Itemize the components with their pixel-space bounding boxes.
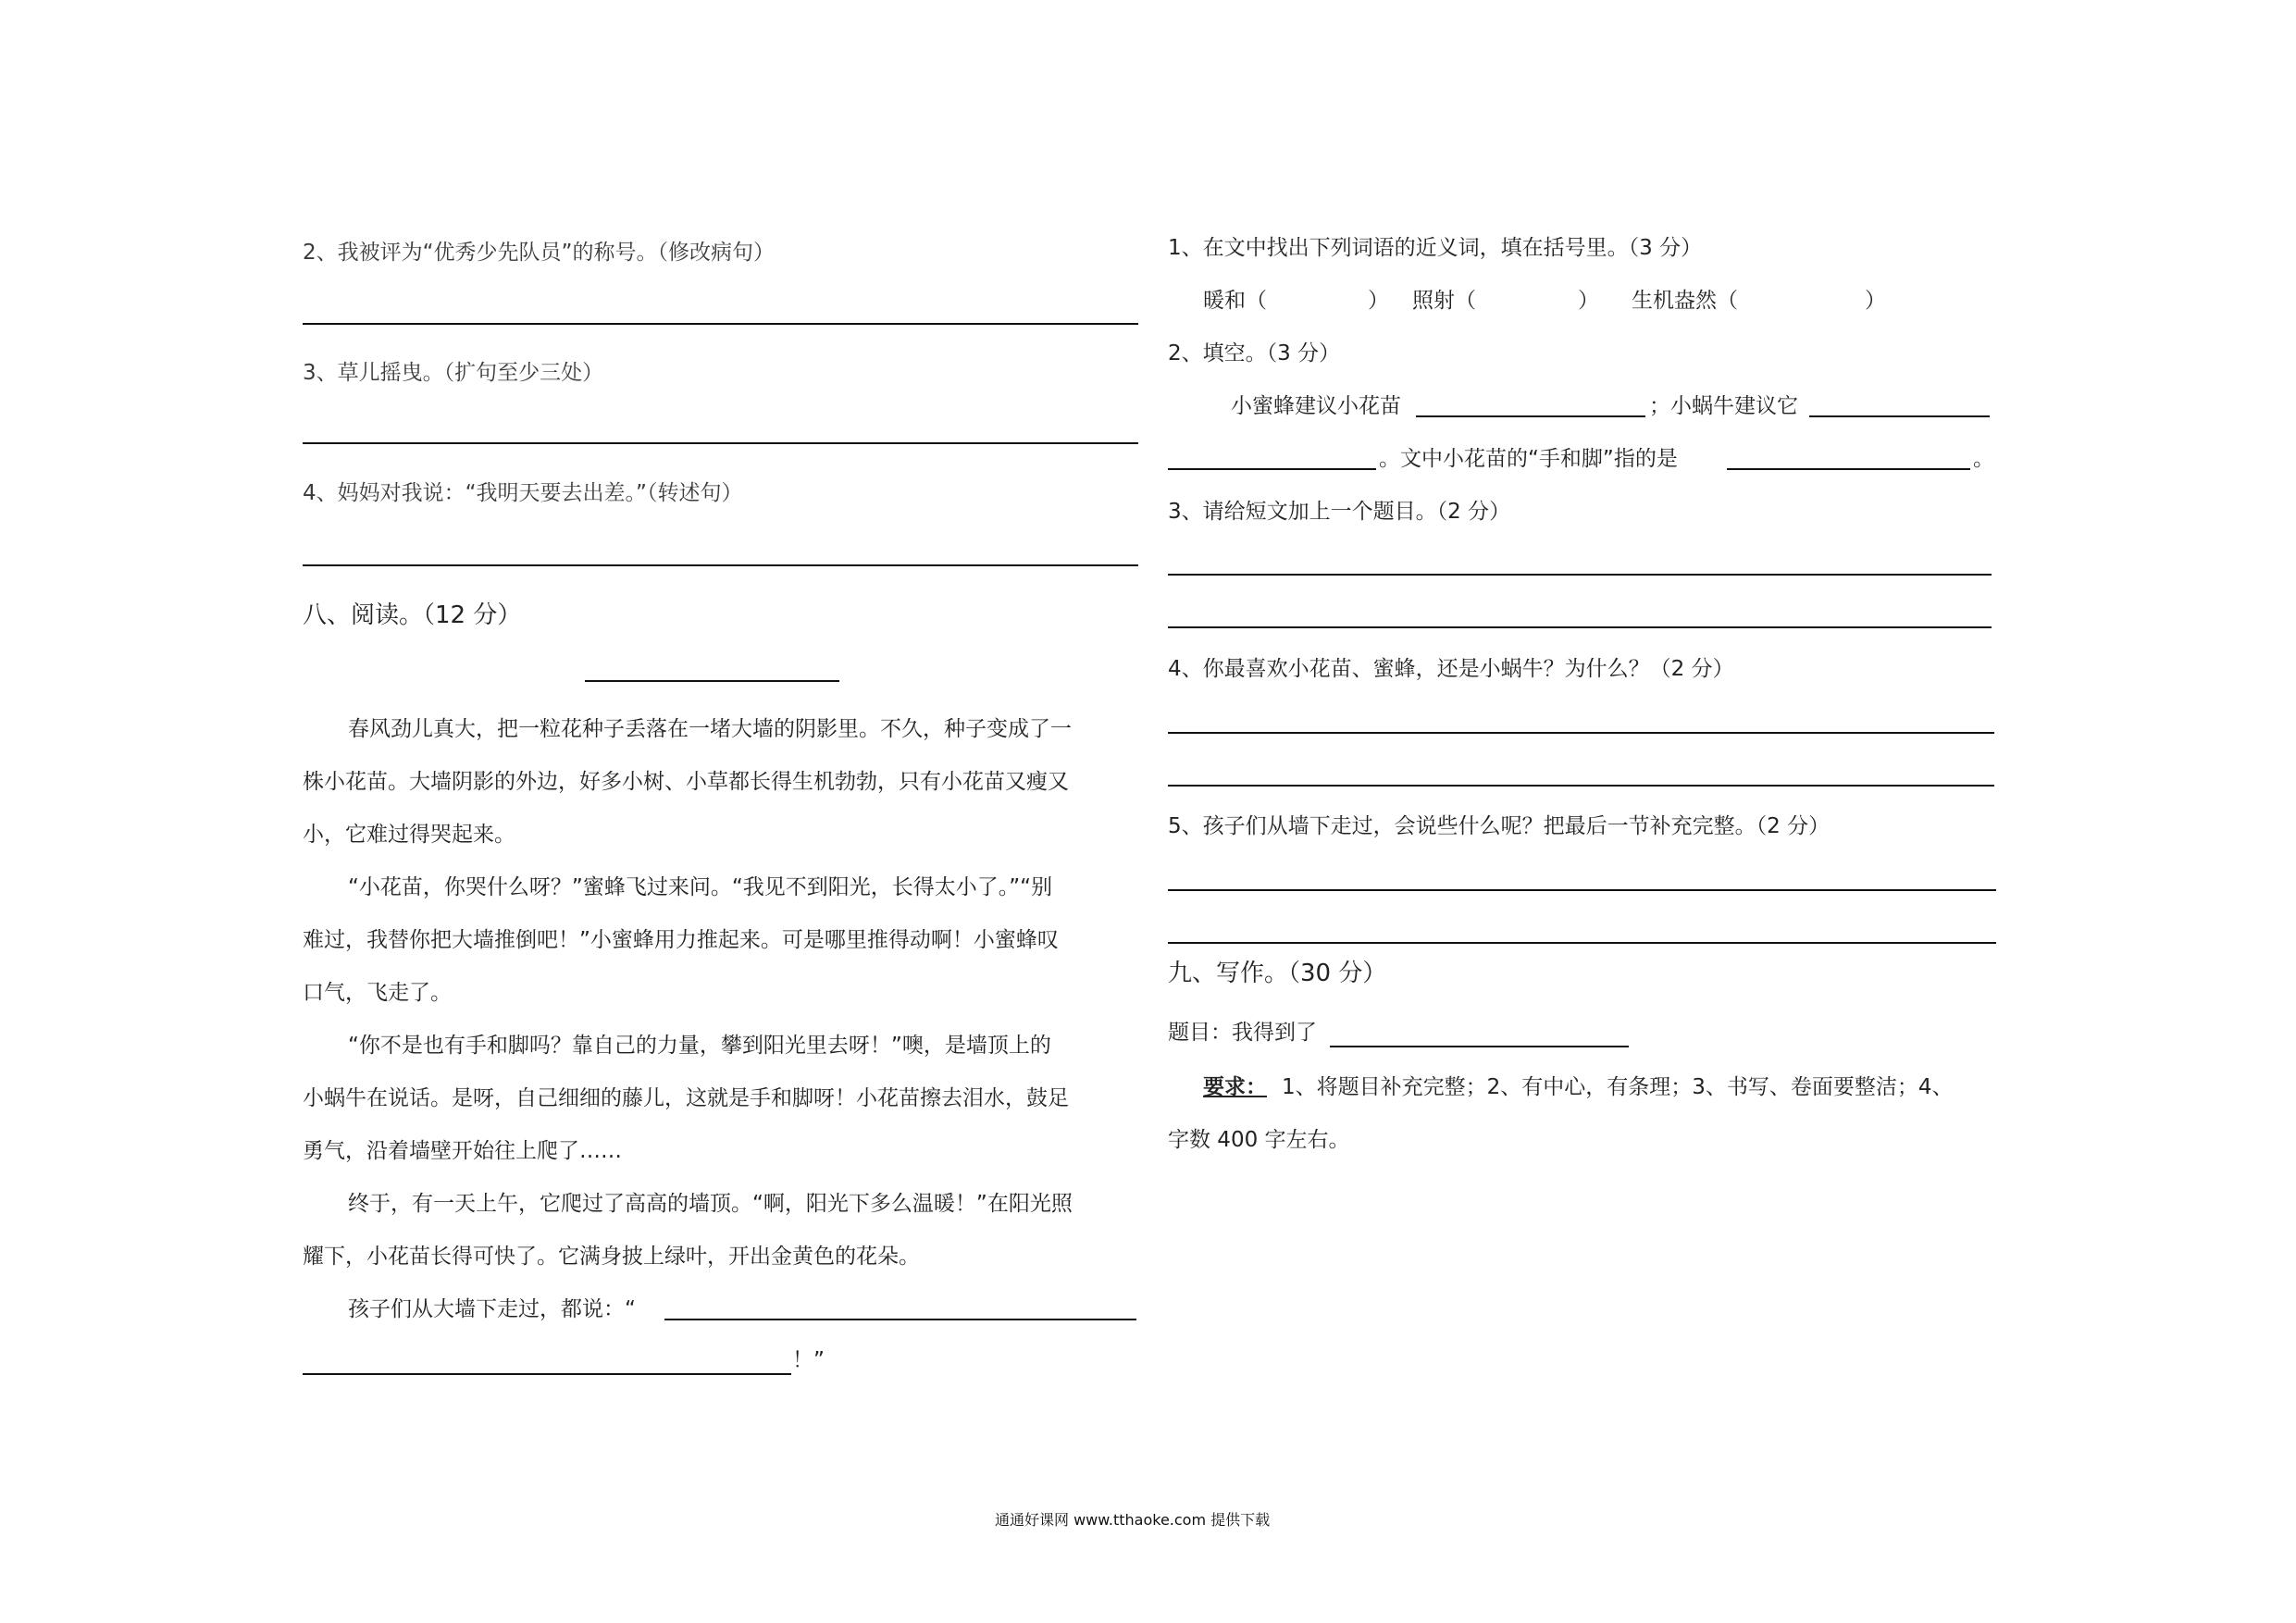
r-question-4-text: 4、你最喜欢小花苗、蜜蜂，还是小蜗牛？为什么？（2 分） — [1168, 657, 1734, 681]
footer-credit: 通通好课网 www.tthaoke.com 提供下载 — [995, 1511, 1271, 1529]
passage-line: 终于，有一天上午，它爬过了高高的墙顶。“啊，阳光下多么温暖！”在阳光照 — [348, 1192, 1073, 1216]
passage-line: “你不是也有手和脚吗？靠自己的力量，攀到阳光里去呀！”噢，是墙顶上的 — [348, 1034, 1051, 1058]
fill-text: 小蜜蜂建议小花苗 — [1231, 394, 1401, 418]
r-question-5-text: 5、孩子们从墙下走过，会说些什么呢？把最后一节补充完整。（2 分） — [1168, 814, 1831, 838]
passage-line: 孩子们从大墙下走过，都说：“ — [348, 1297, 636, 1321]
passage-line: 小，它难过得哭起来。 — [303, 823, 515, 847]
section-9-title: 九、写作。（30 分） — [1168, 960, 1387, 987]
fill-blank[interactable] — [1727, 468, 1970, 470]
passage-answer-blank[interactable] — [664, 1319, 1136, 1320]
passage-line: 难过，我替你把大墙推倒吧！”小蜜蜂用力推起来。可是哪里推得动啊！小蜜蜂叹 — [303, 928, 1059, 952]
answer-line[interactable] — [1168, 942, 1996, 944]
word-shine: 照射（ — [1412, 289, 1476, 313]
fill-blank[interactable] — [1168, 468, 1376, 470]
paren-close: ） — [1578, 289, 1599, 313]
requirements-label-text: 要求： — [1203, 1075, 1267, 1099]
requirements-text-2: 字数 400 字左右。 — [1168, 1128, 1350, 1152]
passage-line: 勇气，沿着墙壁开始往上爬了…… — [303, 1139, 622, 1163]
answer-line[interactable] — [1168, 626, 1992, 628]
passage-line: 株小花苗。大墙阴影的外边，好多小树、小草都长得生机勃勃，只有小花苗又瘦又 — [303, 770, 1069, 794]
fill-blank[interactable] — [1809, 415, 1990, 417]
answer-line[interactable] — [303, 323, 1138, 325]
word-vibrant: 生机盎然（ — [1632, 289, 1738, 313]
passage-line: 春风劲儿真大，把一粒花种子丢落在一堵大墙的阴影里。不久，种子变成了一 — [348, 717, 1072, 741]
question-4-text: 4、妈妈对我说：“我明天要去出差。”（转述句） — [303, 481, 743, 505]
answer-line[interactable] — [1168, 785, 1994, 787]
word-warm: 暖和（ — [1203, 289, 1267, 313]
answer-line[interactable] — [303, 564, 1138, 566]
topic-blank[interactable] — [1330, 1046, 1629, 1047]
paren-close: ） — [1368, 289, 1389, 313]
passage-line: 小蜗牛在说话。是呀，自己细细的藤儿，这就是手和脚呀！小花苗擦去泪水，鼓足 — [303, 1086, 1069, 1110]
passage-line: “小花苗，你哭什么呀？”蜜蜂飞过来问。“我见不到阳光，长得太小了。”“别 — [348, 875, 1053, 899]
answer-line[interactable] — [303, 442, 1138, 444]
fill-text: 。文中小花苗的“手和脚”指的是 — [1379, 447, 1678, 471]
r-question-2-text: 2、填空。（3 分） — [1168, 341, 1341, 365]
passage-line-end: ！” — [792, 1348, 825, 1372]
fill-text: ；小蜗牛建议它 — [1649, 394, 1798, 418]
r-question-3-text: 3、请给短文加上一个题目。（2 分） — [1168, 500, 1511, 524]
topic-label: 题目：我得到了 — [1168, 1021, 1317, 1045]
question-3-text: 3、草儿摇曳。（扩句至少三处） — [303, 361, 604, 385]
fill-blank[interactable] — [1416, 415, 1645, 417]
requirements-text: 1、将题目补充完整；2、有中心，有条理；3、书写、卷面要整洁；4、 — [1282, 1075, 1954, 1099]
section-8-title: 八、阅读。（12 分） — [303, 601, 522, 629]
answer-line[interactable] — [1168, 574, 1992, 576]
question-2-text: 2、我被评为“优秀少先队员”的称号。（修改病句） — [303, 241, 775, 265]
requirements-label — [1203, 1073, 1267, 1101]
fill-text: 。 — [1973, 447, 1994, 471]
answer-line[interactable] — [1168, 889, 1996, 891]
answer-line[interactable] — [1168, 732, 1994, 734]
passage-line: 口气，飞走了。 — [303, 981, 452, 1005]
passage-line: 耀下，小花苗长得可快了。它满身披上绿叶，开出金黄色的花朵。 — [303, 1245, 920, 1269]
passage-answer-blank[interactable] — [303, 1373, 791, 1375]
paren-close: ） — [1865, 289, 1886, 313]
passage-title-blank[interactable] — [585, 680, 839, 682]
r-question-1-text: 1、在文中找出下列词语的近义词，填在括号里。（3 分） — [1168, 236, 1703, 260]
